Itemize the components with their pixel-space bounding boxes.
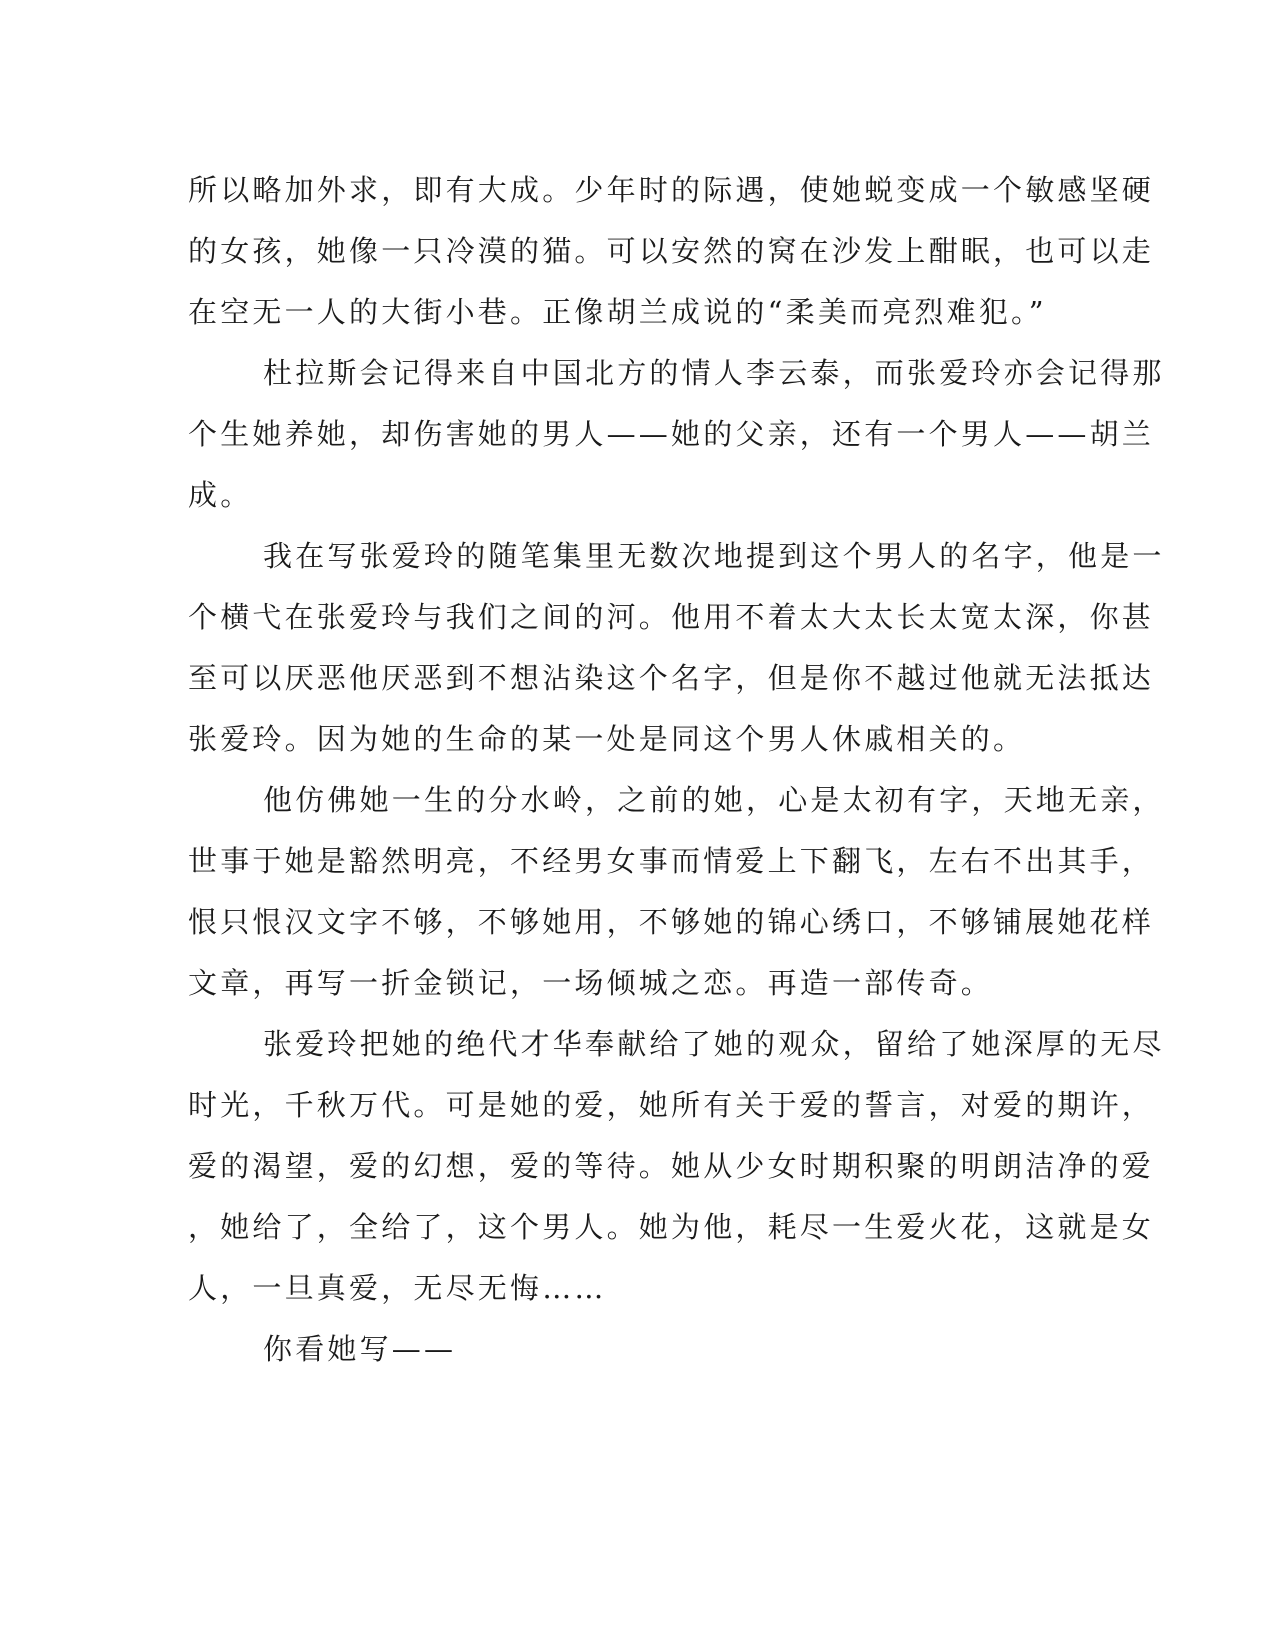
text-line: 成。 xyxy=(188,478,253,512)
text-line: 世事于她是豁然明亮，不经男女事而情爱上下翻飞，左右不出其手， xyxy=(188,844,1155,878)
paragraph xyxy=(188,1319,1068,1380)
text-line: ，她给了，全给了，这个男人。她为他，耗尽一生爱火花，这就是女 xyxy=(188,1210,1155,1244)
text-line: 个生她养她，却伤害她的男人——她的父亲，还有一个男人——胡兰 xyxy=(188,417,1155,451)
text-line: 的女孩，她像一只冷漠的猫。可以安然的窝在沙发上酣眠，也可以走 xyxy=(188,234,1155,268)
text-line: 所以略加外求，即有大成。少年时的际遇，使她蜕变成一个敏感坚硬 xyxy=(188,173,1155,207)
text-line: 你看她写—— xyxy=(263,1332,457,1366)
text-line: 在空无一人的大街小巷。正像胡兰成说的“柔美而亮烈难犯。” xyxy=(188,295,1047,329)
text-line: 个横弋在张爱玲与我们之间的河。他用不着太大太长太宽太深，你甚 xyxy=(188,600,1155,634)
text-line: 张爱玲。因为她的生命的某一处是同这个男人休戚相关的。 xyxy=(188,722,1026,756)
text-line: 恨只恨汉文字不够，不够她用，不够她的锦心绣口，不够铺展她花样 xyxy=(188,905,1155,939)
text-line: 文章，再写一折金锁记，一场倾城之恋。再造一部传奇。 xyxy=(188,966,994,1000)
paragraph xyxy=(188,526,1165,770)
paragraph xyxy=(188,343,1165,526)
paragraph xyxy=(188,160,1155,343)
text-line: 时光，千秋万代。可是她的爱，她所有关于爱的誓言，对爱的期许， xyxy=(188,1088,1155,1122)
paragraph xyxy=(188,1014,1165,1319)
text-line: 至可以厌恶他厌恶到不想沾染这个名字，但是你不越过他就无法抵达 xyxy=(188,661,1155,695)
body-text xyxy=(188,160,1165,1380)
paragraph xyxy=(188,770,1165,1014)
text-line: 人，一旦真爱，无尽无悔…… xyxy=(188,1271,607,1305)
text-line: 杜拉斯会记得来自中国北方的情人李云泰，而张爱玲亦会记得那 xyxy=(263,356,1165,390)
text-line: 张爱玲把她的绝代才华奉献给了她的观众，留给了她深厚的无尽 xyxy=(263,1027,1165,1061)
text-line: 爱的渴望，爱的幻想，爱的等待。她从少女时期积聚的明朗洁净的爱 xyxy=(188,1149,1155,1183)
text-line: 我在写张爱玲的随笔集里无数次地提到这个男人的名字，他是一 xyxy=(263,539,1165,573)
text-line: 他仿佛她一生的分水岭，之前的她，心是太初有字，天地无亲， xyxy=(263,783,1165,817)
